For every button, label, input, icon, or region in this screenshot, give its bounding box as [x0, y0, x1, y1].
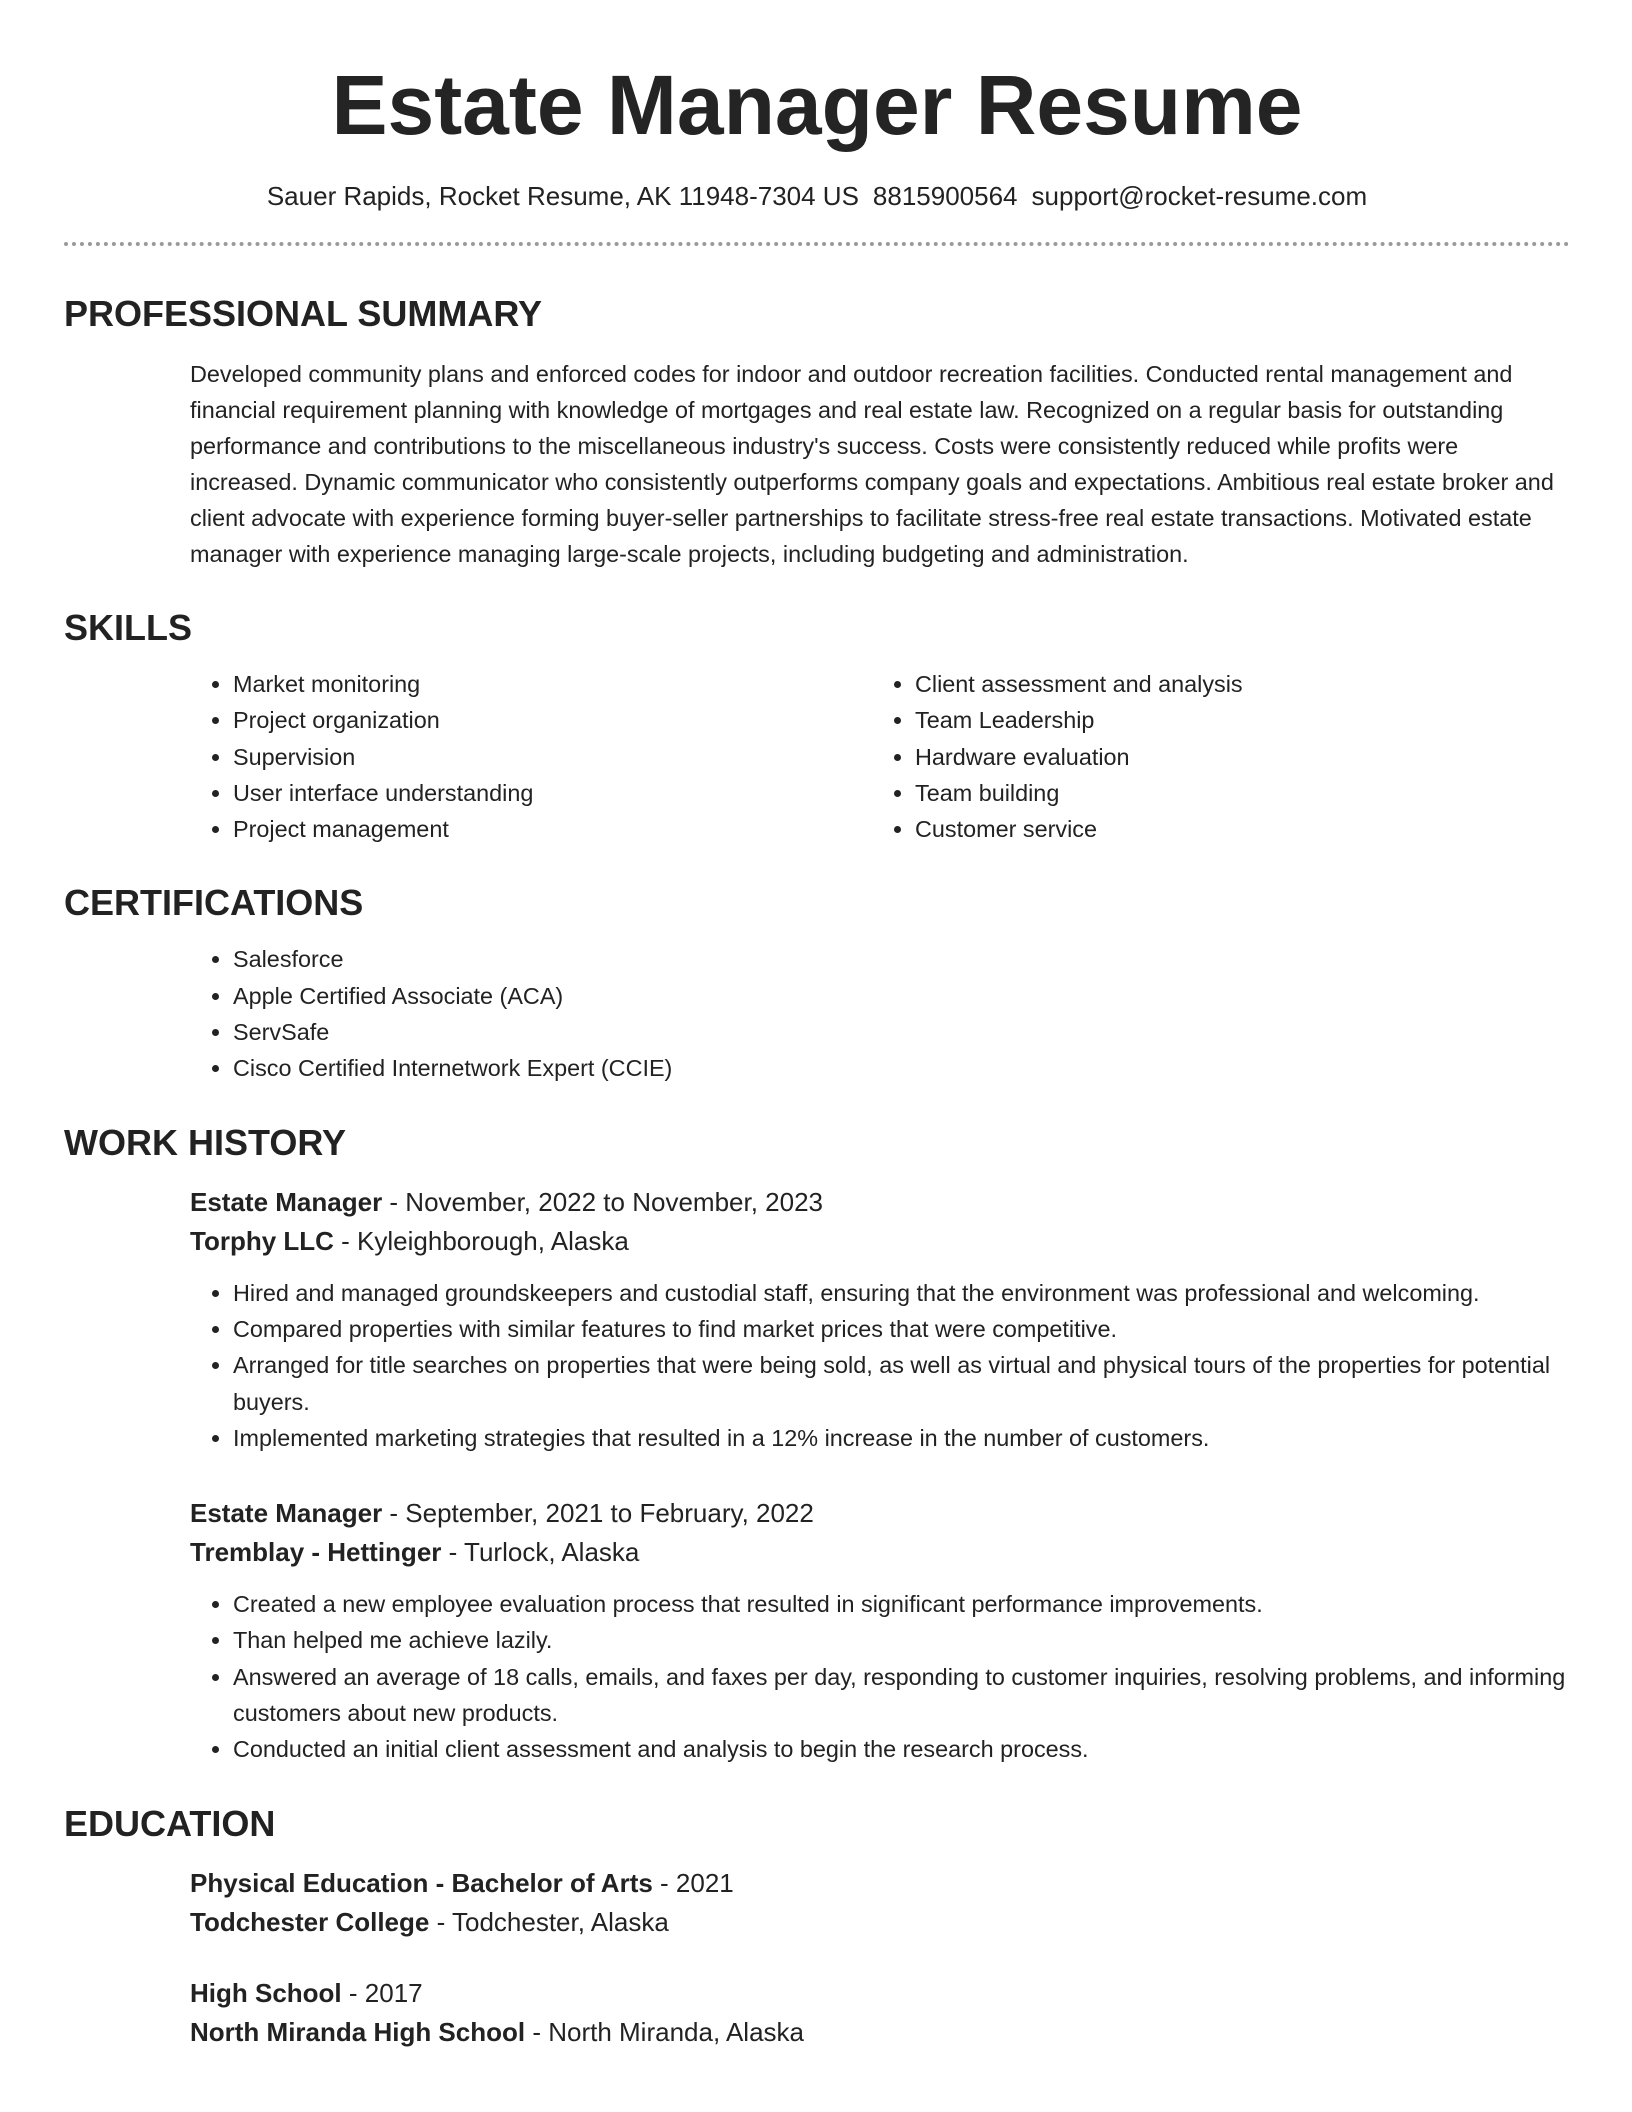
- job-bullet: • Implemented marketing strategies that resulted in a 12% increase in the number of customers.: [233, 1420, 1583, 1456]
- job-bullets: [190, 1586, 1583, 1767]
- section-title-education: EDUCATION: [64, 1802, 276, 1844]
- certification-item: • Salesforce: [233, 941, 1570, 977]
- certification-item: • ServSafe: [233, 1014, 1570, 1050]
- job-title-line: [190, 1183, 1570, 1222]
- job-role: Estate Manager: [190, 1498, 383, 1529]
- job-bullet: • Arranged for title searches on properties that were being sold, as well as virtual and physical tours of the properties for potential buyers.: [233, 1347, 1583, 1420]
- skill-item: • Market monitoring: [233, 666, 743, 702]
- job-bullet: • Compared properties with similar features to find market prices that were competitive.: [233, 1311, 1583, 1347]
- job-title-line: [190, 1494, 1570, 1533]
- job-company: Tremblay - Hettinger: [190, 1537, 442, 1568]
- contact-address: Sauer Rapids, Rocket Resume, AK 11948-7304 US: [266, 181, 859, 211]
- section-title-work-history: WORK HISTORY: [64, 1121, 347, 1163]
- contact-email[interactable]: support@rocket-resume.com: [1031, 181, 1368, 211]
- skill-item: • Customer service: [915, 811, 1425, 847]
- job-entry: [190, 1183, 1570, 1456]
- job-dates: - November, 2022 to November, 2023: [382, 1186, 823, 1217]
- skill-item: • Team building: [915, 775, 1425, 811]
- skill-item: • Hardware evaluation: [915, 739, 1425, 775]
- section-title-summary: PROFESSIONAL SUMMARY: [64, 293, 543, 334]
- skills-list: [64, 666, 1570, 847]
- skill-item: • User interface understanding: [233, 775, 743, 811]
- job-bullet: • Created a new employee evaluation process that resulted in significant performance improvements.: [233, 1586, 1583, 1622]
- skill-item: • Project organization: [233, 702, 743, 738]
- job-company-line: [190, 1222, 1570, 1261]
- job-company-line: [190, 1533, 1570, 1572]
- skill-item: • Supervision: [233, 739, 743, 775]
- education-degree: Physical Education - Bachelor of Arts: [190, 1867, 653, 1898]
- skill-item: • Client assessment and analysis: [915, 666, 1425, 702]
- education-degree-line: [190, 1974, 1570, 2013]
- certification-item: • Apple Certified Associate (ACA): [233, 978, 1570, 1014]
- job-bullet: • Answered an average of 18 calls, emails, and faxes per day, responding to customer inquiries, resolving problems, and informing customers about new products.: [233, 1659, 1583, 1732]
- job-location: - Turlock, Alaska: [441, 1537, 640, 1568]
- header-divider: [64, 242, 1570, 246]
- education-location: - North Miranda, Alaska: [525, 2016, 804, 2047]
- skills-column-left: [64, 666, 743, 847]
- summary-text: Developed community plans and enforced codes for indoor and outdoor recreation facilities. Conducted rental management and financial requirement planning with knowledge of mortgages and real estate law. Recognized on a regular basis for outstanding performance and contributions to the miscellaneous industry's success. Costs were consistently reduced while profits were increased. Dynamic communicator who consistently outperforms company goals and expectations. Ambitious real estate broker and client advocate with experience forming buyer-seller partnerships to facilitate stress-free real estate transactions. Motivated estate manager with experience managing large-scale projects, including budgeting and administration.: [190, 361, 1554, 567]
- section-title-certifications: CERTIFICATIONS: [64, 882, 364, 924]
- skill-item: • Project management: [233, 811, 743, 847]
- education-entry: [190, 1974, 1570, 2052]
- job-bullets: [190, 1275, 1583, 1456]
- education-school-line: [190, 1903, 1570, 1942]
- resume-page: [64, 0, 1570, 2052]
- education-year: - 2021: [652, 1867, 734, 1898]
- education-location: - Todchester, Alaska: [429, 1906, 669, 1937]
- job-bullet: • Than helped me achieve lazily.: [233, 1622, 1583, 1658]
- job-dates: - September, 2021 to February, 2022: [382, 1498, 814, 1529]
- education-degree-line: [190, 1864, 1570, 1903]
- certification-item: • Cisco Certified Internetwork Expert (CCIE): [233, 1050, 1570, 1086]
- job-bullet: • Hired and managed groundskeepers and custodial staff, ensuring that the environment was professional and welcoming.: [233, 1275, 1583, 1311]
- education-school: Todchester College: [190, 1906, 430, 1937]
- resume-title: Estate Manager Resume: [331, 58, 1303, 152]
- job-location: - Kyleighborough, Alaska: [333, 1225, 629, 1256]
- education-degree: High School: [190, 1977, 342, 2008]
- education-year: - 2017: [341, 1977, 423, 2008]
- section-title-skills: SKILLS: [64, 607, 193, 648]
- contact-phone[interactable]: 8815900564: [872, 181, 1018, 211]
- skills-column-right: [743, 666, 1425, 847]
- job-role: Estate Manager: [190, 1186, 383, 1217]
- job-bullet: • Conducted an initial client assessment and analysis to begin the research process.: [233, 1731, 1583, 1767]
- certifications-list: [64, 941, 1570, 1086]
- job-company: Torphy LLC: [190, 1225, 334, 1256]
- education-school-line: [190, 2013, 1570, 2052]
- education-entry: [190, 1864, 1570, 1942]
- education-school: North Miranda High School: [190, 2016, 526, 2047]
- job-entry: [190, 1494, 1570, 1767]
- skill-item: • Team Leadership: [915, 702, 1425, 738]
- contact-line: [64, 180, 1570, 212]
